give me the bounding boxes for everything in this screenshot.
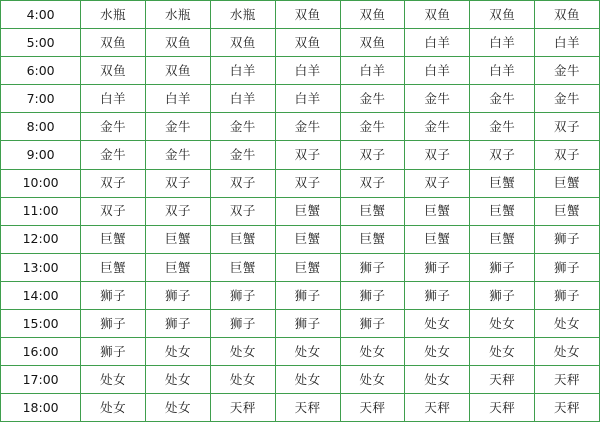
sign-cell: 巨蟹 xyxy=(81,225,146,253)
time-cell: 4:00 xyxy=(1,1,81,29)
sign-cell: 金牛 xyxy=(470,113,535,141)
sign-cell: 狮子 xyxy=(405,253,470,281)
sign-cell: 金牛 xyxy=(81,141,146,169)
sign-cell: 处女 xyxy=(405,366,470,394)
sign-cell: 双鱼 xyxy=(81,29,146,57)
sign-cell: 天秤 xyxy=(470,394,535,422)
table-row xyxy=(1,225,600,253)
sign-cell: 双鱼 xyxy=(340,29,405,57)
sign-cell: 双鱼 xyxy=(81,57,146,85)
sign-cell: 水瓶 xyxy=(81,1,146,29)
time-cell: 14:00 xyxy=(1,281,81,309)
table-row xyxy=(1,57,600,85)
sign-cell: 处女 xyxy=(275,366,340,394)
sign-cell: 处女 xyxy=(340,338,405,366)
table-row xyxy=(1,394,600,422)
sign-cell: 金牛 xyxy=(146,141,211,169)
sign-cell: 天秤 xyxy=(405,394,470,422)
time-cell: 8:00 xyxy=(1,113,81,141)
sign-cell: 双子 xyxy=(470,141,535,169)
sign-cell: 天秤 xyxy=(275,394,340,422)
sign-cell: 金牛 xyxy=(405,113,470,141)
sign-cell: 狮子 xyxy=(470,253,535,281)
sign-cell: 巨蟹 xyxy=(210,225,275,253)
sign-cell: 双鱼 xyxy=(470,1,535,29)
time-cell: 10:00 xyxy=(1,169,81,197)
sign-cell: 处女 xyxy=(210,338,275,366)
sign-cell: 金牛 xyxy=(535,85,600,113)
sign-cell: 巨蟹 xyxy=(535,169,600,197)
sign-cell: 白羊 xyxy=(340,57,405,85)
sign-cell: 狮子 xyxy=(340,281,405,309)
sign-cell: 处女 xyxy=(146,338,211,366)
sign-cell: 巨蟹 xyxy=(81,253,146,281)
sign-cell: 巨蟹 xyxy=(470,225,535,253)
table-row xyxy=(1,281,600,309)
sign-cell: 天秤 xyxy=(470,366,535,394)
table-row xyxy=(1,338,600,366)
sign-cell: 双鱼 xyxy=(275,1,340,29)
sign-cell: 金牛 xyxy=(340,85,405,113)
sign-cell: 金牛 xyxy=(470,85,535,113)
sign-cell: 狮子 xyxy=(535,225,600,253)
sign-cell: 白羊 xyxy=(81,85,146,113)
sign-cell: 白羊 xyxy=(210,57,275,85)
sign-cell: 金牛 xyxy=(340,113,405,141)
sign-cell: 巨蟹 xyxy=(210,253,275,281)
sign-cell: 处女 xyxy=(405,338,470,366)
sign-cell: 狮子 xyxy=(81,338,146,366)
sign-cell: 处女 xyxy=(470,310,535,338)
sign-cell: 双鱼 xyxy=(275,29,340,57)
table-row xyxy=(1,197,600,225)
sign-cell: 水瓶 xyxy=(146,1,211,29)
sign-cell: 双子 xyxy=(210,197,275,225)
time-cell: 13:00 xyxy=(1,253,81,281)
time-cell: 16:00 xyxy=(1,338,81,366)
table-body xyxy=(1,1,600,422)
sign-cell: 狮子 xyxy=(340,310,405,338)
sign-cell: 巨蟹 xyxy=(275,253,340,281)
sign-cell: 巨蟹 xyxy=(470,169,535,197)
sign-cell: 双鱼 xyxy=(535,1,600,29)
sign-cell: 天秤 xyxy=(535,394,600,422)
table-row xyxy=(1,253,600,281)
time-cell: 17:00 xyxy=(1,366,81,394)
sign-cell: 金牛 xyxy=(535,57,600,85)
sign-cell: 双鱼 xyxy=(146,29,211,57)
sign-cell: 双子 xyxy=(146,169,211,197)
time-cell: 6:00 xyxy=(1,57,81,85)
sign-cell: 狮子 xyxy=(340,253,405,281)
sign-cell: 处女 xyxy=(535,310,600,338)
sign-cell: 双子 xyxy=(275,141,340,169)
table-row xyxy=(1,1,600,29)
sign-cell: 金牛 xyxy=(81,113,146,141)
sign-cell: 双鱼 xyxy=(210,29,275,57)
table-row xyxy=(1,310,600,338)
sign-cell: 狮子 xyxy=(535,253,600,281)
time-cell: 5:00 xyxy=(1,29,81,57)
sign-cell: 双鱼 xyxy=(146,57,211,85)
sign-cell: 狮子 xyxy=(81,310,146,338)
sign-cell: 处女 xyxy=(146,394,211,422)
sign-cell: 处女 xyxy=(470,338,535,366)
sign-cell: 狮子 xyxy=(470,281,535,309)
sign-cell: 白羊 xyxy=(146,85,211,113)
sign-cell: 巨蟹 xyxy=(340,197,405,225)
sign-cell: 白羊 xyxy=(275,57,340,85)
sign-cell: 巨蟹 xyxy=(470,197,535,225)
sign-cell: 双子 xyxy=(81,197,146,225)
sign-cell: 狮子 xyxy=(210,281,275,309)
sign-cell: 处女 xyxy=(275,338,340,366)
sign-cell: 狮子 xyxy=(210,310,275,338)
sign-cell: 金牛 xyxy=(210,141,275,169)
sign-cell: 金牛 xyxy=(210,113,275,141)
table-row xyxy=(1,113,600,141)
sign-cell: 双子 xyxy=(81,169,146,197)
sign-cell: 处女 xyxy=(81,394,146,422)
sign-cell: 白羊 xyxy=(470,57,535,85)
sign-cell: 处女 xyxy=(210,366,275,394)
sign-cell: 狮子 xyxy=(146,281,211,309)
table-row xyxy=(1,366,600,394)
sign-cell: 双鱼 xyxy=(405,1,470,29)
sign-cell: 白羊 xyxy=(210,85,275,113)
time-cell: 9:00 xyxy=(1,141,81,169)
table-row xyxy=(1,29,600,57)
sign-cell: 巨蟹 xyxy=(340,225,405,253)
sign-cell: 双子 xyxy=(275,169,340,197)
sign-cell: 双子 xyxy=(535,113,600,141)
sign-cell: 双鱼 xyxy=(340,1,405,29)
sign-cell: 双子 xyxy=(210,169,275,197)
sign-cell: 双子 xyxy=(340,141,405,169)
time-cell: 12:00 xyxy=(1,225,81,253)
sign-cell: 金牛 xyxy=(146,113,211,141)
sign-cell: 巨蟹 xyxy=(146,225,211,253)
sign-cell: 巨蟹 xyxy=(275,197,340,225)
sign-cell: 处女 xyxy=(535,338,600,366)
table-row xyxy=(1,85,600,113)
time-cell: 7:00 xyxy=(1,85,81,113)
time-cell: 18:00 xyxy=(1,394,81,422)
sign-cell: 白羊 xyxy=(535,29,600,57)
sign-cell: 金牛 xyxy=(405,85,470,113)
sign-cell: 白羊 xyxy=(470,29,535,57)
sign-cell: 水瓶 xyxy=(210,1,275,29)
sign-cell: 狮子 xyxy=(275,281,340,309)
sign-cell: 处女 xyxy=(146,366,211,394)
sign-cell: 狮子 xyxy=(405,281,470,309)
sign-cell: 白羊 xyxy=(275,85,340,113)
sign-cell: 白羊 xyxy=(405,57,470,85)
table-row xyxy=(1,169,600,197)
sign-cell: 狮子 xyxy=(146,310,211,338)
sign-cell: 天秤 xyxy=(210,394,275,422)
sign-cell: 白羊 xyxy=(405,29,470,57)
sign-cell: 处女 xyxy=(405,310,470,338)
sign-cell: 巨蟹 xyxy=(405,225,470,253)
sign-cell: 巨蟹 xyxy=(146,253,211,281)
sign-cell: 天秤 xyxy=(340,394,405,422)
sign-cell: 金牛 xyxy=(275,113,340,141)
sign-cell: 处女 xyxy=(81,366,146,394)
sign-cell: 处女 xyxy=(340,366,405,394)
sign-cell: 双子 xyxy=(535,141,600,169)
sign-cell: 双子 xyxy=(340,169,405,197)
table-row xyxy=(1,141,600,169)
sign-cell: 天秤 xyxy=(535,366,600,394)
sign-cell: 双子 xyxy=(405,141,470,169)
sign-cell: 狮子 xyxy=(535,281,600,309)
sign-cell: 巨蟹 xyxy=(405,197,470,225)
sign-cell: 双子 xyxy=(405,169,470,197)
sign-cell: 狮子 xyxy=(275,310,340,338)
sign-cell: 巨蟹 xyxy=(275,225,340,253)
sign-cell: 巨蟹 xyxy=(535,197,600,225)
time-cell: 15:00 xyxy=(1,310,81,338)
time-cell: 11:00 xyxy=(1,197,81,225)
sign-cell: 双子 xyxy=(146,197,211,225)
sign-cell: 狮子 xyxy=(81,281,146,309)
